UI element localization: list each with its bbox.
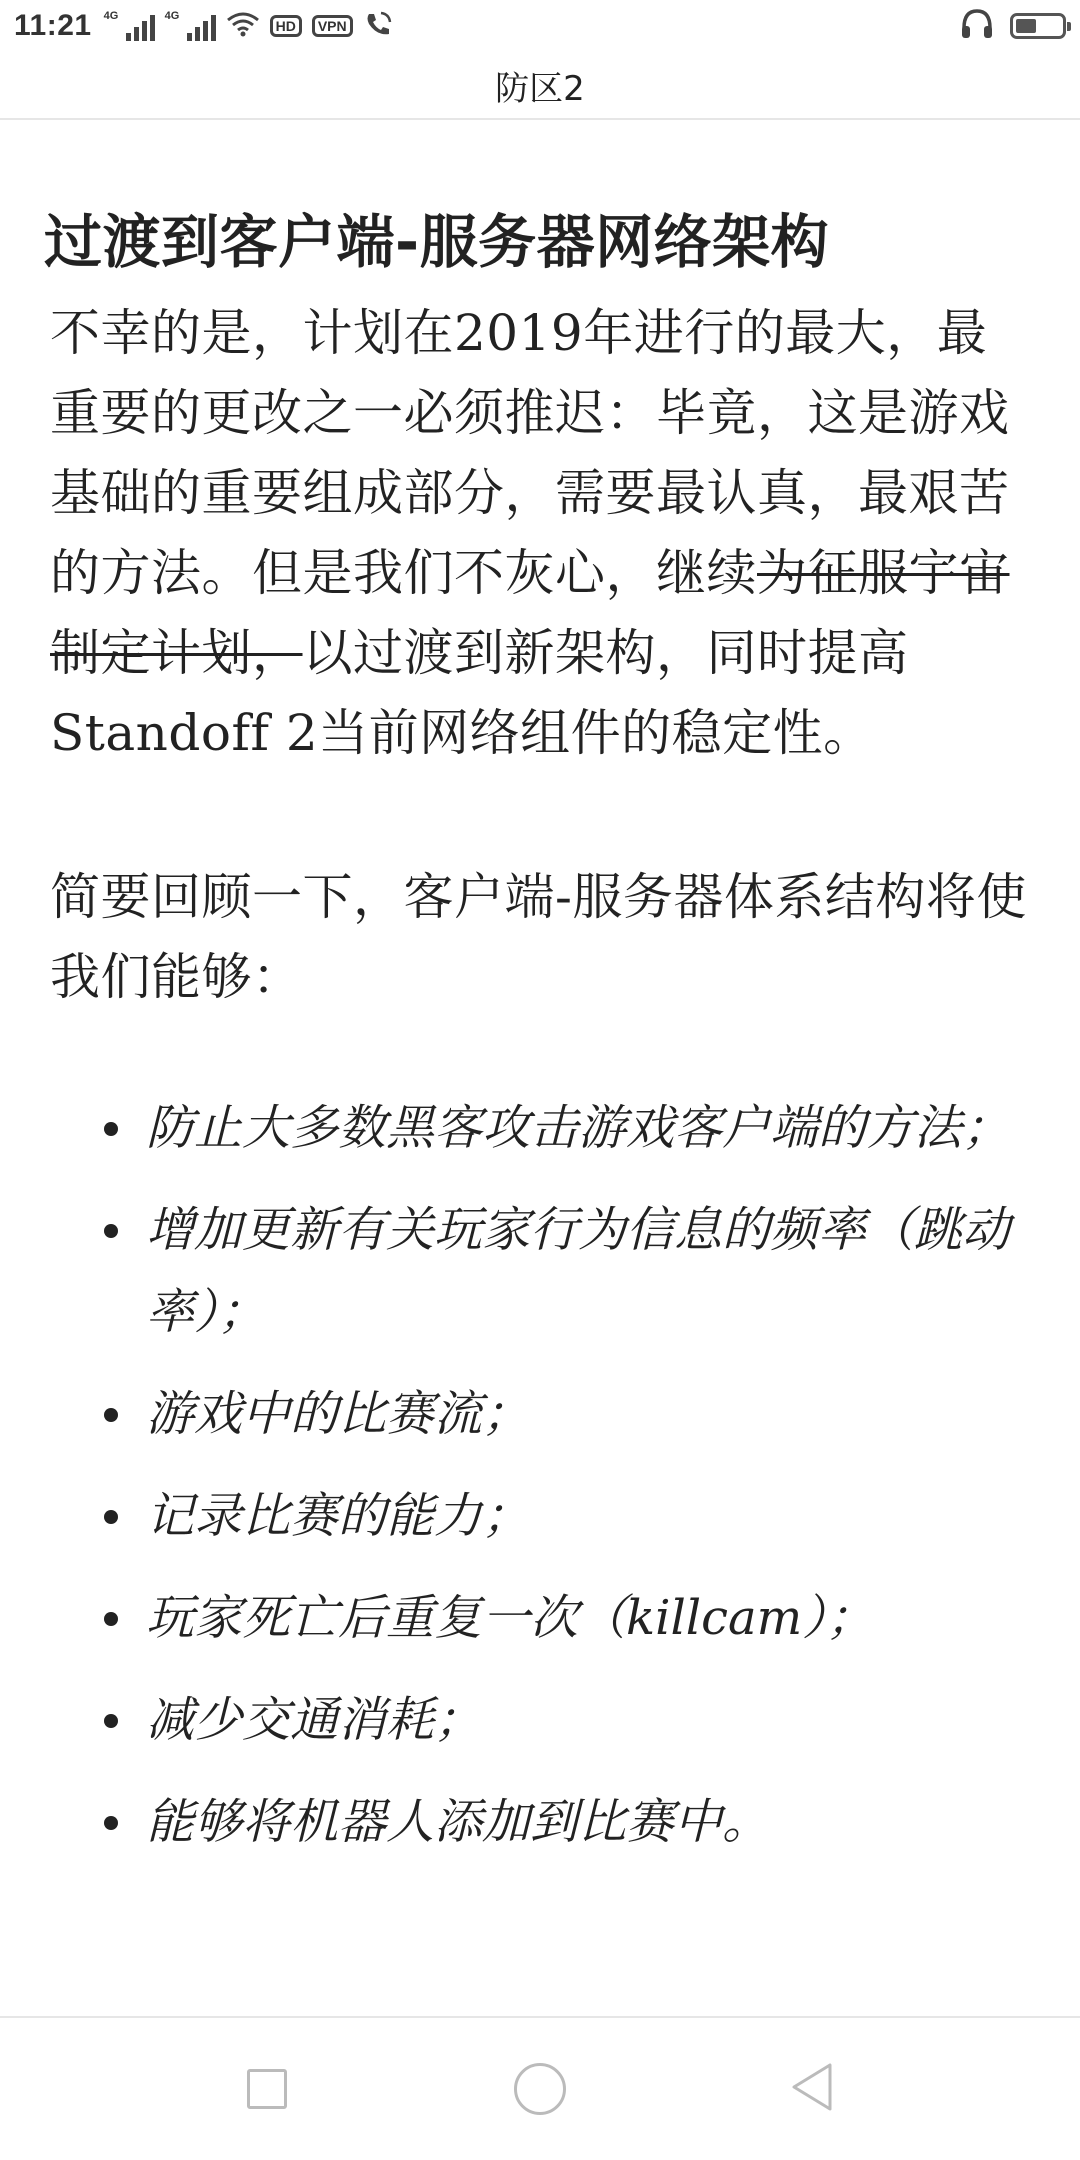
- signal-icon: [104, 11, 155, 41]
- list-item: 防止大多数黑客攻击游戏客户端的方法；: [50, 1087, 1030, 1169]
- article: [0, 120, 1080, 1883]
- status-time: 11:21: [14, 9, 92, 42]
- paragraph-text: 不幸的是，计划在2019年进行的最大，最重要的更改之一必须推迟：毕竟，这是游戏基础的重要组成部分，需要最认真，最艰苦的方法。但是我们不灰心，继续: [50, 303, 1010, 602]
- home-button[interactable]: [505, 2054, 575, 2124]
- article-paragraph: [50, 293, 1030, 773]
- battery-level: [1016, 19, 1036, 33]
- title-bar: [0, 52, 1080, 120]
- recent-apps-button[interactable]: [232, 2054, 302, 2124]
- paragraph-text: 以过渡到新架构，同时提高Standoff 2当前网络组件的稳定性。: [50, 623, 909, 762]
- feature-list: [50, 1087, 1030, 1863]
- list-item: 记录比赛的能力；: [50, 1475, 1030, 1557]
- article-paragraph: 简要回顾一下，客户端-服务器体系结构将使我们能够：: [50, 867, 1027, 1006]
- status-icons-left: [104, 10, 393, 43]
- network-type-label: 4G: [103, 10, 119, 22]
- navigation-bar: [0, 2016, 1080, 2160]
- back-icon: [788, 2060, 838, 2118]
- status-icons-right: [960, 8, 1066, 45]
- list-item: 增加更新有关玩家行为信息的频率（跳动率）；: [50, 1189, 1030, 1353]
- list-item: 玩家死亡后重复一次（killcam）；: [50, 1577, 1030, 1659]
- signal-icon: [165, 11, 216, 41]
- battery-icon: [1010, 13, 1066, 39]
- network-type-label: 4G: [164, 10, 180, 22]
- hd-icon: HD: [270, 15, 302, 37]
- article-heading: 过渡到客户端-服务器网络架构: [44, 208, 830, 276]
- list-item: 能够将机器人添加到比赛中。: [50, 1781, 1030, 1863]
- status-bar: [0, 0, 1080, 52]
- list-item: 减少交通消耗；: [50, 1679, 1030, 1761]
- headphones-icon: [960, 8, 994, 45]
- recent-apps-icon: [247, 2069, 287, 2109]
- call-icon: [363, 10, 393, 43]
- page-title: 防区2: [495, 68, 585, 109]
- wifi-icon: [226, 11, 260, 42]
- list-item: 游戏中的比赛流；: [50, 1373, 1030, 1455]
- vpn-icon: VPN: [312, 15, 353, 37]
- back-button[interactable]: [778, 2054, 848, 2124]
- home-icon: [514, 2063, 566, 2115]
- strikethrough-text: 为征服宇宙制定计划，: [50, 543, 1010, 682]
